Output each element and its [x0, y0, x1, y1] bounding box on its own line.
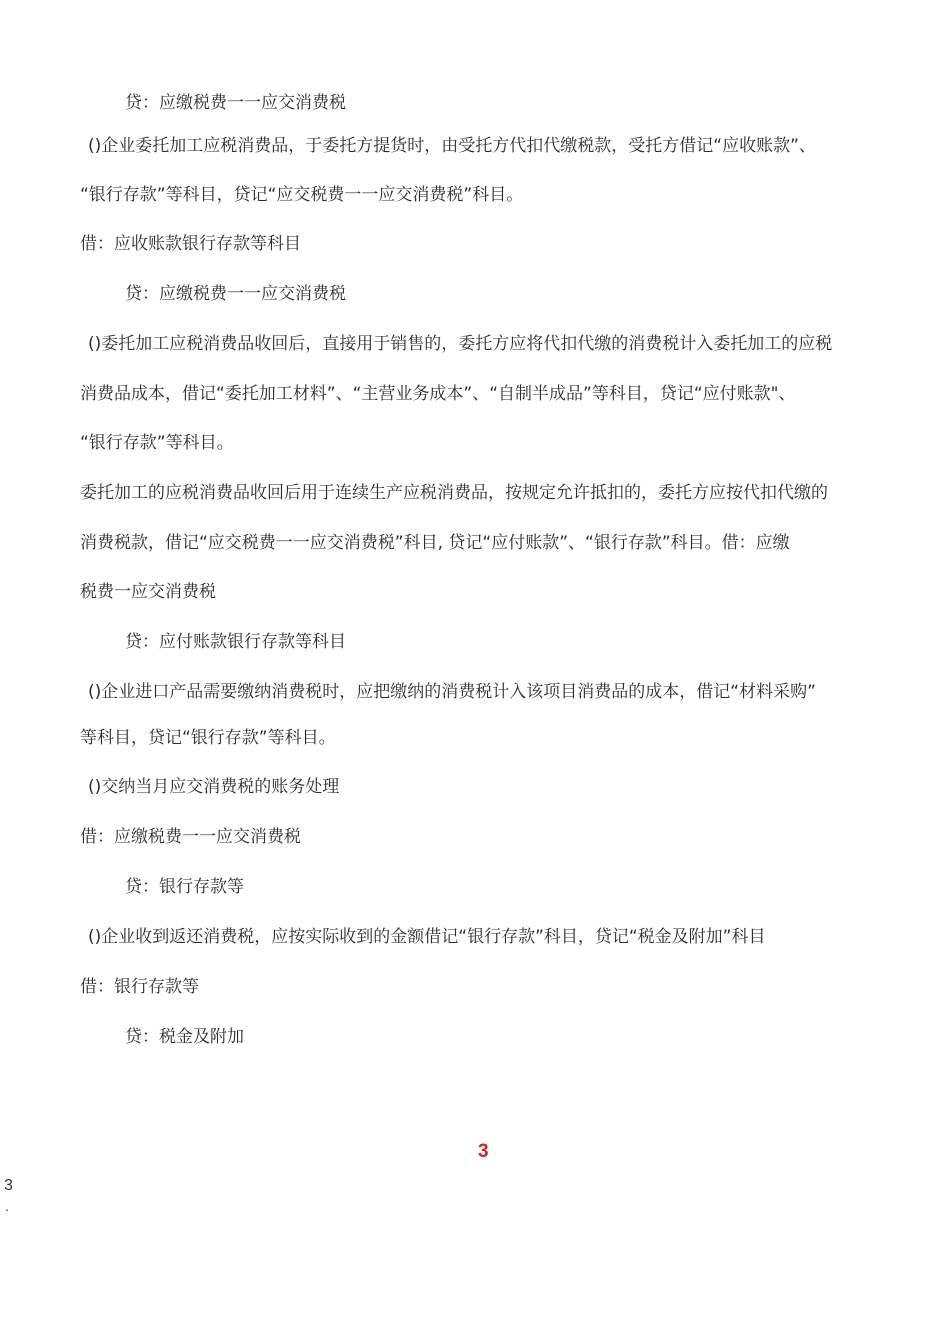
credit-line: 贷：税金及附加 — [125, 1027, 244, 1047]
paragraph-line: ()企业进口产品需要缴纳消费税时，应把缴纳的消费税计入该项目消费品的成本，借记“材料采购” — [88, 682, 816, 702]
paragraph-line: 消费品成本，借记“委托加工材料”、“主营业务成本”、“自制半成品”等科目，贷记“应付账款"、 — [80, 384, 796, 404]
paragraph-line: “银行存款”等科目，贷记“应交税费一一应交消费税”科目。 — [80, 185, 524, 205]
debit-line: 借：应缴税费一一应交消费税 — [80, 827, 301, 847]
margin-page-mark: 3 — [4, 1177, 13, 1194]
credit-line: 贷：银行存款等 — [125, 877, 244, 897]
paragraph-line: ()委托加工应税消费品收回后，直接用于销售的，委托方应将代扣代缴的消费税计入委托加工的应税 — [88, 334, 833, 354]
paragraph-line: ()交纳当月应交消费税的账务处理 — [88, 777, 340, 797]
credit-line: 贷：应付账款银行存款等科目 — [125, 632, 346, 652]
margin-dot: . — [5, 1198, 9, 1214]
paragraph-line: ()企业收到返还消费税，应按实际收到的金额借记“银行存款”科目，贷记“税金及附加”科目 — [88, 927, 766, 947]
paragraph-line: “银行存款”等科目。 — [80, 433, 234, 453]
credit-line: 贷：应缴税费一一应交消费税 — [125, 284, 346, 304]
page-number: 3 — [478, 1141, 489, 1162]
credit-line: 贷：应缴税费一一应交消费税 — [125, 93, 346, 113]
debit-line: 借：银行存款等 — [80, 977, 199, 997]
debit-line: 借：应收账款银行存款等科目 — [80, 234, 301, 254]
paragraph-line: 委托加工的应税消费品收回后用于连续生产应税消费品，按规定允许抵扣的，委托方应按代扣代缴的 — [80, 483, 828, 503]
paragraph-line: 消费税款，借记“应交税费一一应交消费税”科目, 贷记“应付账款”、“银行存款”科目。借：应缴 — [80, 533, 790, 553]
paragraph-line: ()企业委托加工应税消费品，于委托方提货时，由受托方代扣代缴税款，受托方借记“应收账款”、 — [88, 136, 816, 156]
paragraph-line: 等科目，贷记“银行存款”等科目。 — [80, 728, 336, 748]
paragraph-line: 税费一应交消费税 — [80, 582, 216, 602]
